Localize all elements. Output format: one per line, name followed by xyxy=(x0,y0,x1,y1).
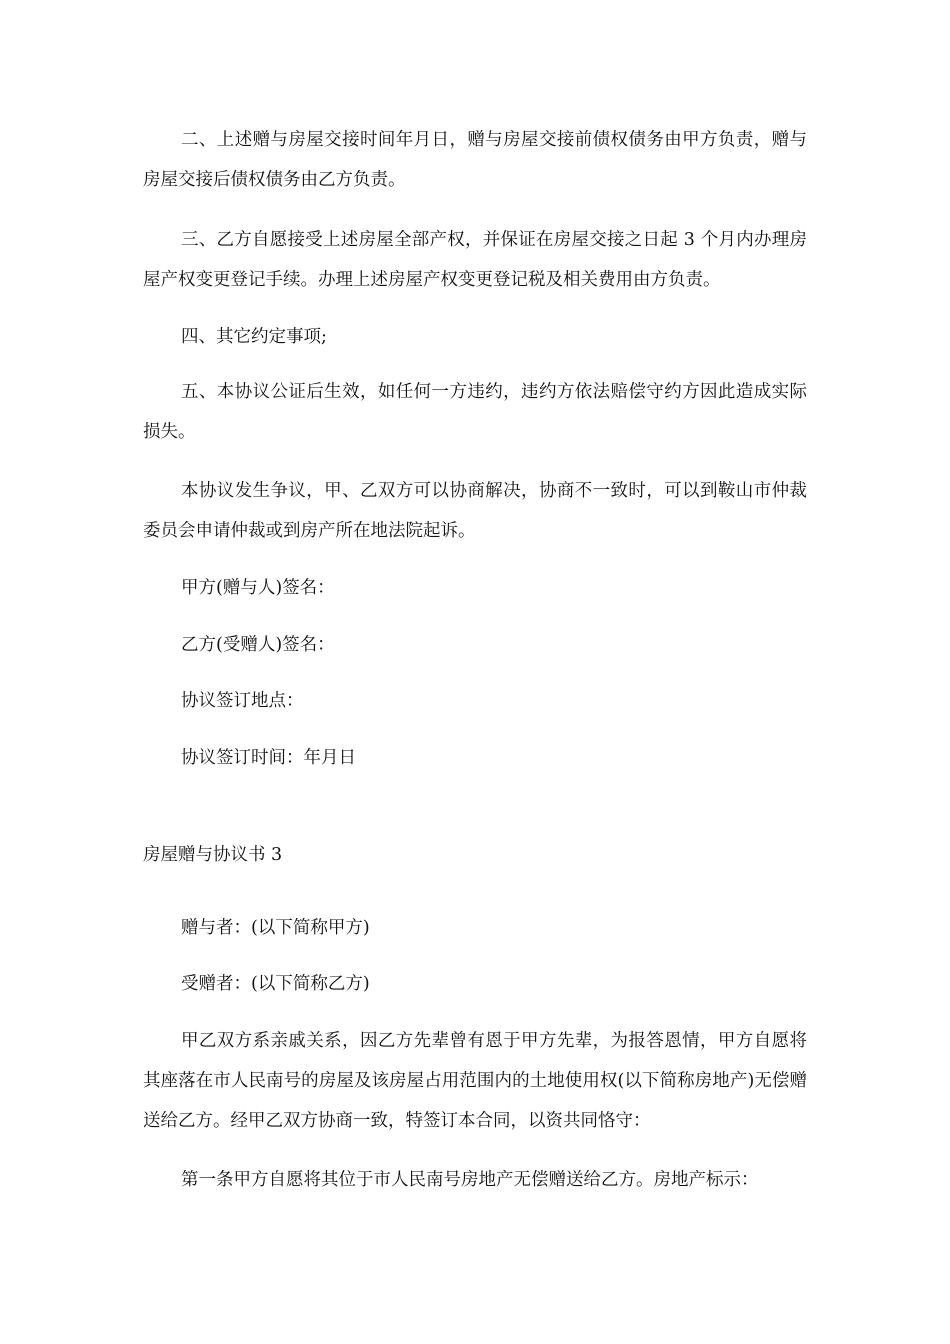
recipient-line: 受赠者：(以下简称乙方) xyxy=(181,974,370,994)
party-b-signature: 乙方(受赠人)签名： xyxy=(181,635,335,655)
signing-place: 协议签订地点： xyxy=(181,691,304,711)
clause-three: 三、乙方自愿接受上述房屋全部产权，并保证在房屋交接之日起 3 个月内办理房屋产权变更登记手续。办理上述房屋产权变更登记税及相关费用由方负责。 xyxy=(143,230,807,290)
section-title: 房屋赠与协议书 3 xyxy=(143,845,283,865)
donor-line: 赠与者：(以下简称甲方) xyxy=(181,918,370,938)
dispute-clause: 本协议发生争议，甲、乙双方可以协商解决，协商不一致时，可以到鞍山市仲裁委员会申请仲裁或到房产所在地法院起诉。 xyxy=(143,481,807,541)
clause-two: 二、上述赠与房屋交接时间年月日，赠与房屋交接前债权债务由甲方负责，赠与房屋交接后债权债务由乙方负责。 xyxy=(143,130,807,190)
signing-date: 协议签订时间：年月日 xyxy=(181,748,356,768)
clause-five: 五、本协议公证后生效，如任何一方违约，违约方依法赔偿守约方因此造成实际损失。 xyxy=(143,382,807,442)
relationship-paragraph: 甲乙双方系亲戚关系，因乙方先辈曾有恩于甲方先辈，为报答恩情，甲方自愿将其座落在市人民南号的房屋及该房屋占用范围内的土地使用权(以下简称房地产)无偿赠送给乙方。经甲乙双方协商一致，特签订本合同，以资共同恪守： xyxy=(143,1031,807,1131)
article-one: 第一条甲方自愿将其位于市人民南号房地产无偿赠送给乙方。房地产标示： xyxy=(181,1170,759,1190)
clause-four: 四、其它约定事项; xyxy=(181,327,327,347)
party-a-signature: 甲方(赠与人)签名： xyxy=(181,578,335,598)
